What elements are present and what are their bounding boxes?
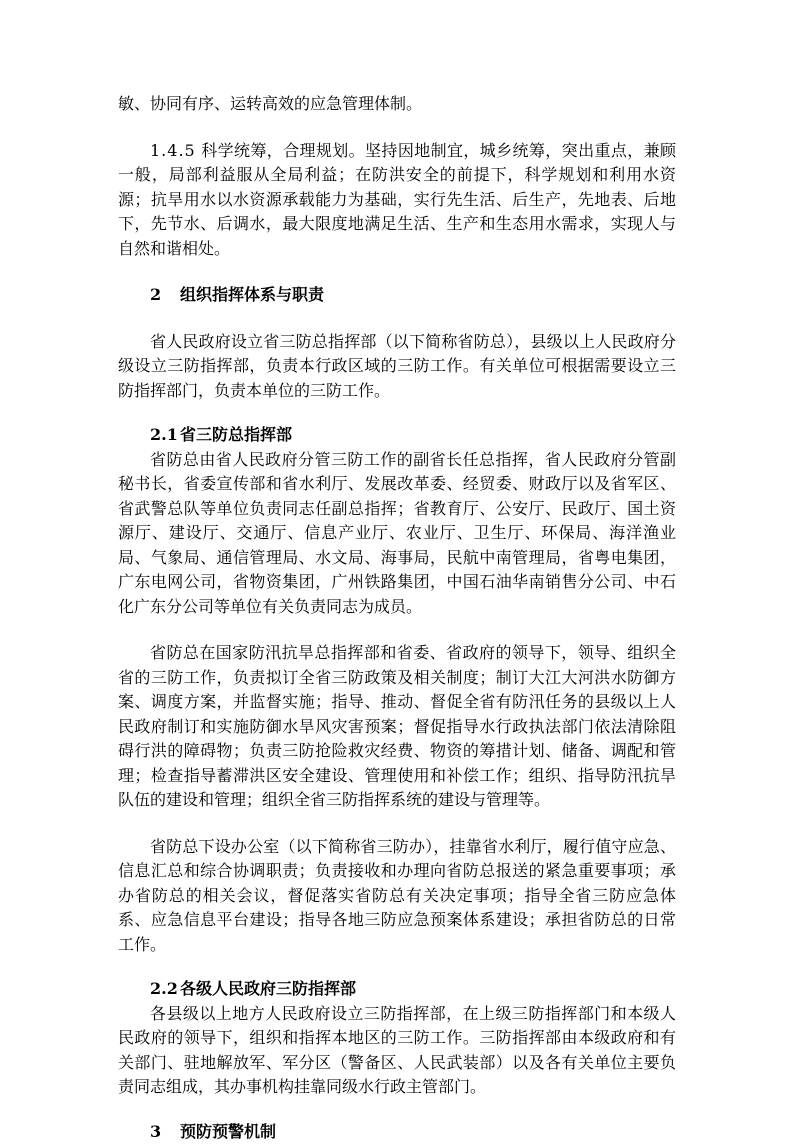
section-number: 1.4.5 <box>150 141 196 160</box>
section-number: 2.2 <box>150 977 180 1002</box>
section-title: 组织指挥体系与职责 <box>180 285 324 304</box>
document-page <box>118 92 676 1144</box>
section-2-heading <box>118 283 676 308</box>
section-title: 预防预警机制 <box>180 1122 276 1141</box>
section-1-4-5-paragraph <box>118 139 676 262</box>
section-2-1-paragraph-2: 省防总在国家防汛抗旱总指挥部和省委、省政府的领导下，领导、组织全省的三防工作，负责拟订全省三防政策及相关制度；制订大江大河洪水防御方案、调度方案，并监督实施；指导、推动、督促全省有防汛任务的县级以上人民政府制订和实施防御水旱风灾害预案；督促指导水行政执法部门依法清除阻碍行洪的障碍物；负责三防抢险救灾经费、物资的筹措计划、储备、调配和管理；检查指导蓄滞洪区安全建设、管理使用和补偿工作；组织、指导防汛抗旱队伍的建设和管理；组织全省三防指挥系统的建设与管理等。 <box>118 641 676 813</box>
section-3-heading <box>118 1120 676 1144</box>
section-number: 2.1 <box>150 423 180 448</box>
continued-paragraph: 敏、协同有序、运转高效的应急管理体制。 <box>118 92 676 117</box>
section-title: 省三防总指挥部 <box>180 425 292 444</box>
section-2-1-paragraph-1: 省防总由省人民政府分管三防工作的副省长任总指挥，省人民政府分管副秘书长，省委宣传部和省水利厅、发展改革委、经贸委、财政厅以及省军区、省武警总队等单位负责同志任副总指挥；省教育厅、公安厅、民政厅、国土资源厅、建设厅、交通厅、信息产业厅、农业厅、卫生厅、环保局、海洋渔业局、气象局、通信管理局、水文局、海事局，民航中南管理局，省粤电集团，广东电网公司，省物资集团，广州铁路集团，中国石油华南销售分公司、中石化广东分公司等单位有关负责同志为成员。 <box>118 448 676 620</box>
section-title: 各级人民政府三防指挥部 <box>180 979 356 998</box>
section-2-paragraph: 省人民政府设立省三防总指挥部（以下简称省防总），县级以上人民政府分级设立三防指挥部，负责本行政区域的三防工作。有关单位可根据需要设立三防指挥部门，负责本单位的三防工作。 <box>118 330 676 404</box>
section-number: 2 <box>150 283 180 308</box>
section-text: 科学统筹，合理规划。坚持因地制宜，城乡统筹，突出重点，兼顾一般，局部利益服从全局利益；在防洪安全的前提下，科学规划和利用水资源；抗旱用水以水资源承载能力为基础，实行先生活、后生产，先地表、后地下，先节水、后调水，最大限度地满足生活、生产和生态用水需求，实现人与自然和谐相处。 <box>118 141 676 258</box>
section-2-2-paragraph: 各县级以上地方人民政府设立三防指挥部，在上级三防指挥部门和本级人民政府的领导下，组织和指挥本地区的三防工作。三防指挥部由本级政府和有关部门、驻地解放军、军分区（警备区、人民武装部）以及各有关单位主要负责同志组成，其办事机构挂靠同级水行政主管部门。 <box>118 1002 676 1100</box>
section-2-2-heading <box>118 977 676 1002</box>
section-number: 3 <box>150 1120 180 1144</box>
section-2-1-heading <box>118 423 676 448</box>
section-2-1-paragraph-3: 省防总下设办公室（以下简称省三防办），挂靠省水利厅，履行值守应急、信息汇总和综合协调职责；负责接收和办理向省防总报送的紧急重要事项；承办省防总的相关会议，督促落实省防总有关决定事项；指导全省三防应急体系、应急信息平台建设；指导各地三防应急预案体系建设；承担省防总的日常工作。 <box>118 835 676 958</box>
